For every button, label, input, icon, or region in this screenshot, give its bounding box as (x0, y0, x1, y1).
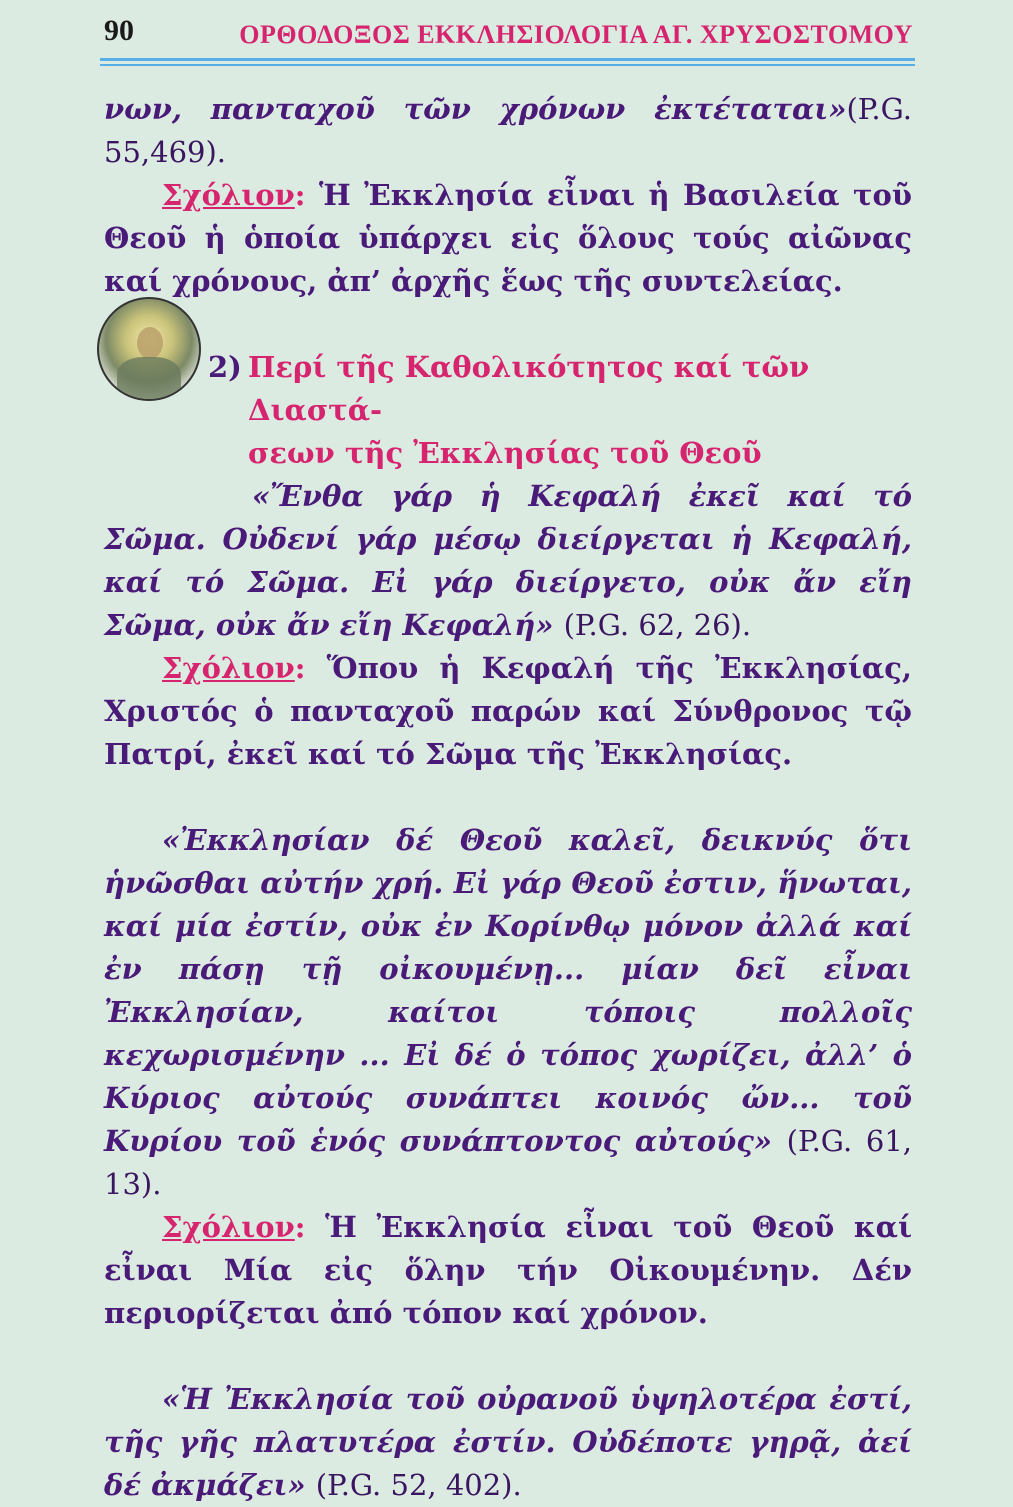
page-number: 90 (104, 14, 134, 47)
patrologia-reference: (P.G. 61, 13). (104, 1124, 912, 1201)
running-title: ΟΡΘΟΔΟΞΟΣ ΕΚΚΛΗΣΙΟΛΟΓΙΑ ΑΓ. ΧΡΥΣΟΣΤΟΜΟΥ (239, 20, 913, 49)
header-rule-bottom (100, 64, 915, 66)
quote-text: «Ἔνθα γάρ ἡ Κεφαλή ἐκεῖ καί τό Σῶμα. Οὐδενί γάρ μέσῳ διείργεται ἡ Κεφαλή, καί τό Σῶμα. Εἰ γάρ διείργετο, οὐκ ἄν εἴη Σῶμα, οὐκ ἄν εἴη Κεφαλή» (104, 479, 912, 642)
spacer (104, 776, 912, 819)
spacer (104, 303, 912, 346)
section-number: 2) (208, 350, 242, 384)
scholion-colon: : (294, 651, 306, 685)
paragraph-quote-end (104, 88, 912, 174)
patrologia-reference: (P.G. 55,469). (104, 92, 912, 169)
patrologia-reference: (P.G. 62, 26). (563, 608, 752, 642)
section-title-line2: σεων τῆς Ἐκκλησίας τοῦ Θεοῦ (248, 436, 762, 470)
scholion-text: Ὅπου ἡ Κεφαλή τῆς Ἐκκλησίας, Χριστός ὁ πανταχοῦ παρών καί Σύνθρονος τῷ Πατρί, ἐκεῖ καί τό Σῶμα τῆς Ἐκκλησίας. (104, 651, 912, 771)
quote-text: «Ἡ Ἐκκλησία τοῦ οὐρανοῦ ὑψηλοτέρα ἐστί, τῆς γῆς πλατυτέρα ἐστίν. Οὐδέποτε γηρᾷ, ἀεί δέ ἀκμάζει» (104, 1382, 912, 1502)
section-heading (104, 346, 912, 475)
scholion-text: Ἡ Ἐκκλησία εἶναι ἡ Βασιλεία τοῦ Θεοῦ ἡ ὁποία ὑπάρχει εἰς ὅλους τούς αἰῶνας καί χρόνους, ἀπ’ ἀρχῆς ἕως τῆς συντελείας. (104, 178, 912, 298)
paragraph-quote-2 (104, 819, 912, 1206)
spacer (104, 1335, 912, 1378)
scholion-label: Σχόλιον (162, 178, 295, 212)
paragraph-scholion (104, 647, 912, 776)
quote-text: νων, πανταχοῦ τῶν χρόνων ἐκτέταται» (104, 92, 847, 126)
scholion-text: Ἡ Ἐκκλησία εἶναι τοῦ Θεοῦ καί εἶναι Μία εἰς ὅλην τήν Οἰκουμένην. Δέν περιορίζεται ἀπό τόπον καί χρόνον. (104, 1210, 912, 1330)
quote-text: «Ἐκκλησίαν δέ Θεοῦ καλεῖ, δεικνύς ὅτι ἡνῶσθαι αὐτήν χρή. Εἰ γάρ Θεοῦ ἐστιν, ἥνωται, καί μία ἐστίν, οὐκ ἐν Κορίνθῳ μόνον ἀλλά καί ἐν πάσῃ τῇ οἰκουμένῃ... μίαν δεῖ εἶναι Ἐκκλησίαν, καίτοι τόποις πολλοῖς κεχωρισμένην ... Εἰ δέ ὁ τόπος χωρίζει, ἀλλ’ ὁ Κύριος αὐτούς συνάπτει κοινός ὤν... τοῦ Κυρίου τοῦ ἑνός συνάπτοντος αὐτούς» (104, 823, 912, 1158)
paragraph-quote-3 (104, 1378, 912, 1507)
page-body (104, 88, 912, 1507)
scholion-colon: : (294, 1210, 306, 1244)
header-rule-top (100, 58, 915, 61)
paragraph-quote-1 (104, 475, 912, 647)
page-header (100, 12, 915, 52)
scholion-colon: : (294, 178, 306, 212)
paragraph-scholion (104, 174, 912, 303)
paragraph-scholion (104, 1206, 912, 1335)
scholion-label: Σχόλιον (162, 1210, 295, 1244)
patrologia-reference: (P.G. 52, 402). (315, 1468, 522, 1502)
section-title-line1: Περί τῆς Καθολικότητος καί τῶν Διαστά- (248, 350, 810, 427)
scholion-label: Σχόλιον (162, 651, 295, 685)
